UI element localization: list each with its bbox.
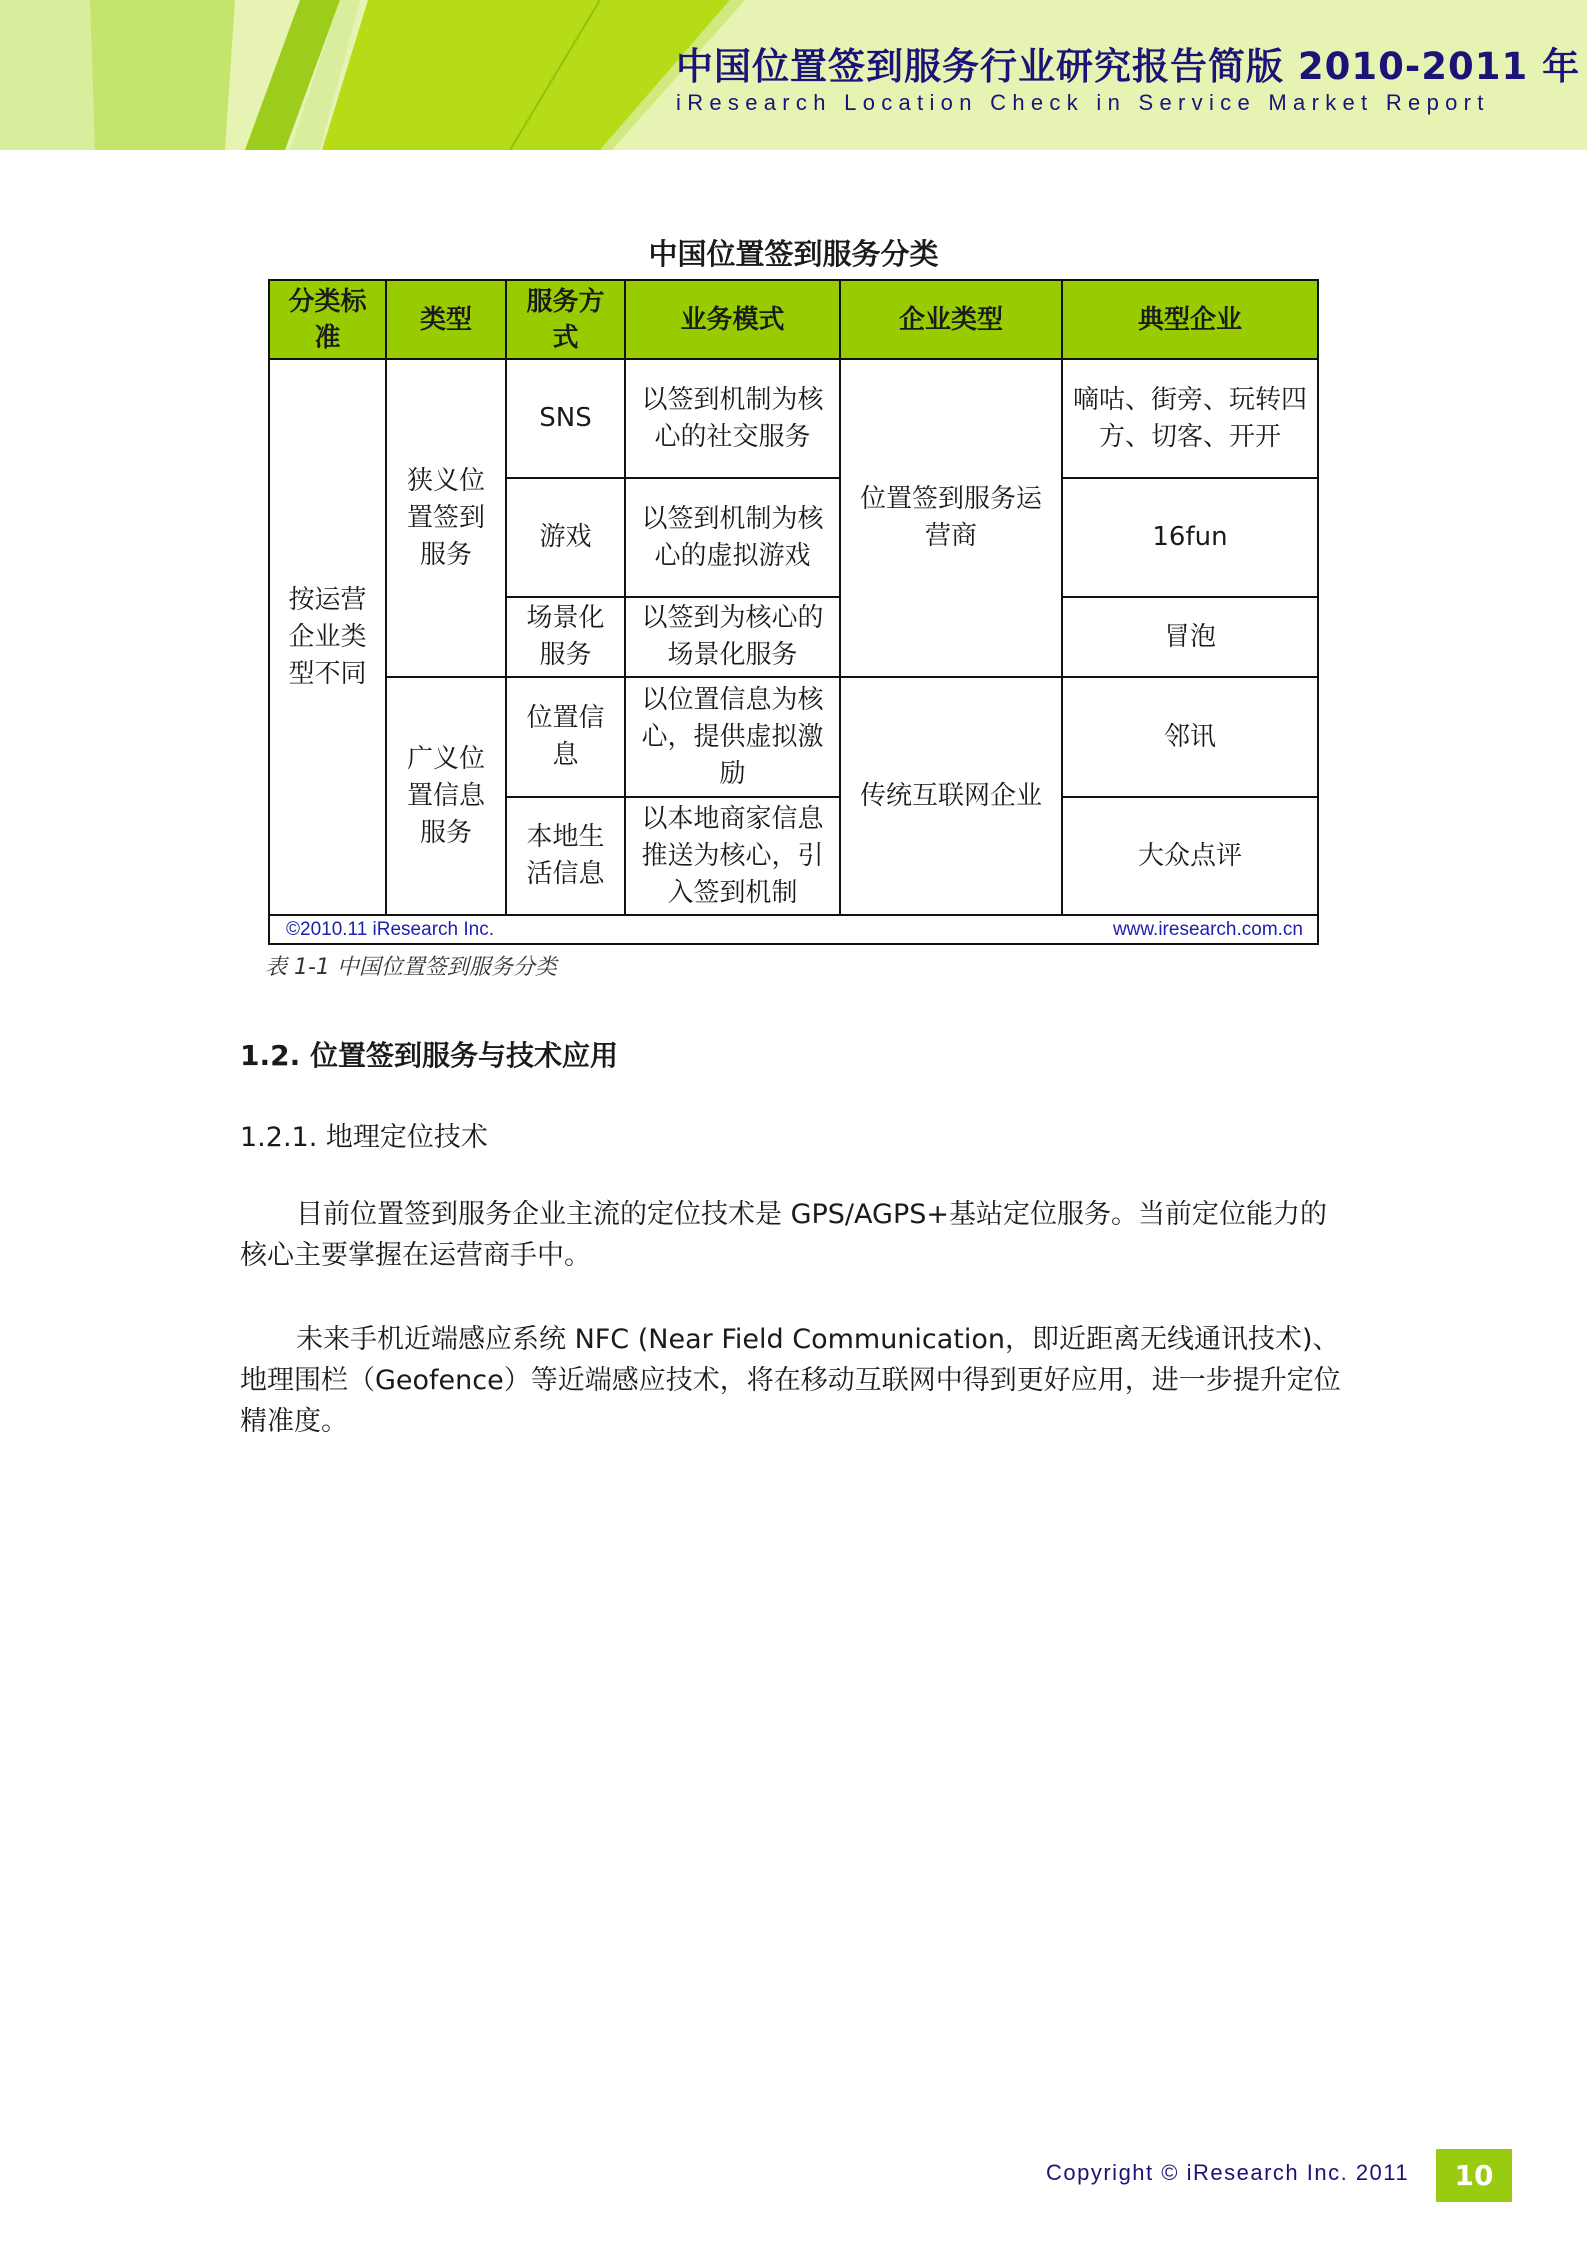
company-cell: 16fun — [1063, 479, 1317, 598]
paragraph: 未来手机近端感应系统 NFC (Near Field Communication，即近距离无线通讯技术)、地理围栏（Geofence）等近端感应技术，将在移动互联网中得到更好应用，进一步提升定位精准度。 — [240, 1324, 1341, 1437]
report-title: 中国位置签到服务行业研究报告简版 2010-2011 年 — [676, 45, 1581, 88]
model-cell: 以位置信息为核心，提供虚拟激励 — [626, 678, 841, 798]
enterprise-type-cell: 传统互联网企业 — [841, 678, 1063, 916]
header-cell: 业务模式 — [626, 281, 841, 360]
subsection-heading: 1.2.1. 地理定位技术 — [240, 1122, 488, 1153]
table-title: 中国位置签到服务分类 — [648, 237, 939, 271]
method-cell: 游戏 — [507, 479, 626, 598]
header-cell: 服务方式 — [507, 281, 626, 360]
company-cell: 邻讯 — [1063, 678, 1317, 798]
enterprise-type-cell: 位置签到服务运营商 — [841, 360, 1063, 678]
copyright: Copyright © iResearch Inc. 2011 — [1046, 2160, 1410, 2185]
method-cell: 位置信息 — [507, 678, 626, 798]
method-cell: 场景化服务 — [507, 598, 626, 678]
source-link[interactable]: www.iresearch.com.cn — [1112, 919, 1303, 940]
paragraph: 目前位置签到服务企业主流的定位技术是 GPS/AGPS+基站定位服务。当前定位能力的核心主要掌握在运营商手中。 — [240, 1199, 1327, 1271]
type-cell: 广义位置信息服务 — [387, 678, 507, 916]
model-cell: 以签到为核心的场景化服务 — [626, 598, 841, 678]
page-number: 10 — [1436, 2149, 1512, 2202]
model-cell: 以签到机制为核心的虚拟游戏 — [626, 479, 841, 598]
table-footer — [270, 916, 1317, 943]
company-cell: 冒泡 — [1063, 598, 1317, 678]
header-cell: 类型 — [387, 281, 507, 360]
company-cell: 嘀咕、街旁、玩转四方、切客、开开 — [1063, 360, 1317, 479]
header-cell: 典型企业 — [1063, 281, 1317, 360]
report-subtitle: iResearch Location Check in Service Market Report — [676, 90, 1490, 115]
method-cell: 本地生活信息 — [507, 798, 626, 916]
classification-table — [268, 279, 1319, 945]
header-cell: 企业类型 — [841, 281, 1063, 360]
table-caption: 表 1-1 中国位置签到服务分类 — [265, 955, 557, 980]
section-heading: 1.2. 位置签到服务与技术应用 — [240, 1039, 618, 1072]
method-cell: SNS — [507, 360, 626, 479]
criterion-cell: 按运营企业类型不同 — [270, 360, 387, 916]
model-cell: 以本地商家信息推送为核心，引入签到机制 — [626, 798, 841, 916]
header-cell: 分类标准 — [270, 281, 387, 360]
company-cell: 大众点评 — [1063, 798, 1317, 916]
table-source: ©2010.11 iResearch Inc. — [286, 919, 494, 940]
type-cell: 狭义位置签到服务 — [387, 360, 507, 678]
model-cell: 以签到机制为核心的社交服务 — [626, 360, 841, 479]
